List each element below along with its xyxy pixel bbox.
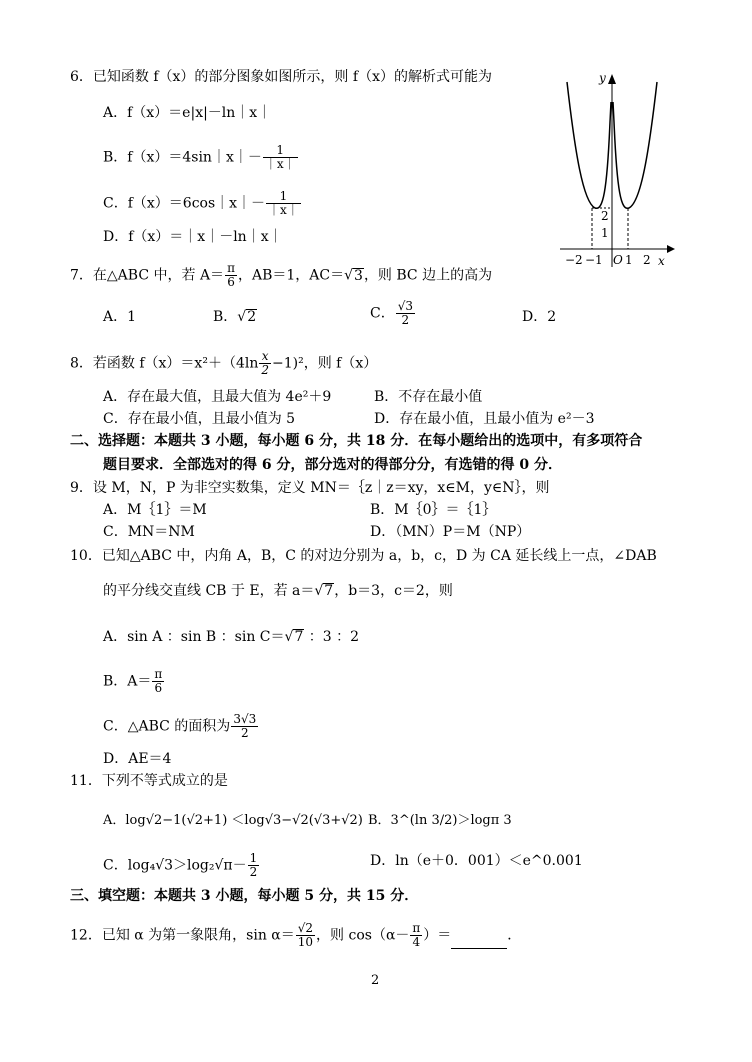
y-tick-1: 1 <box>601 226 609 240</box>
x-axis-label: x <box>658 254 665 268</box>
q10-stem-line1: 10．已知△ABC 中，内角 A，B，C 的对边分别为 a，b，c，D 为 CA 延长线上一点，∠DAB <box>70 548 657 564</box>
page-number: 2 <box>371 973 380 988</box>
q12-answer-blank[interactable] <box>451 934 507 949</box>
q8-stem: 8．若函数 f（x）＝x²＋（4ln $\frac{x}{2}$ −1)²，则 f（x） <box>70 349 378 377</box>
q10-stem-line2: 的平分线交直线 CB 于 E，若 a＝√7，b＝3，c＝2，则 <box>103 583 453 599</box>
q6-option-a: A．f（x）＝e|x|－ln｜x｜ <box>103 105 272 121</box>
q7-option-d: D．2 <box>522 309 557 325</box>
q11-option-b: B．3^(ln 3/2)＞logπ 3 <box>368 813 512 828</box>
y-axis-arrow <box>608 74 616 84</box>
q9-option-d: D．（MN）P＝M（NP） <box>370 524 531 540</box>
curve-left-branch <box>567 82 611 208</box>
x-tick-neg2: −2 <box>565 253 583 267</box>
q10-option-c: C．△ABC 的面积为 $\frac{3√3}{2}$ <box>103 712 257 740</box>
q8-option-d: D．存在最小值，且最小值为 e²－3 <box>374 411 595 427</box>
q7-option-b: B．√2 <box>213 309 257 325</box>
q12-stem: 12．已知 α 为第一象限角，sin α＝ $\frac{√2}{10}$ ，则 cos（α－ $\frac{\pi}{4}$ ）＝ ． <box>70 921 522 949</box>
q10-option-a: A．sin A ：sin B ：sin C＝√7 ：3 ：2 <box>103 629 360 645</box>
q8-option-b: B．不存在最小值 <box>374 389 483 405</box>
q9-option-a: A．M｛1｝＝M <box>103 502 207 518</box>
q10-option-d: D．AE＝4 <box>103 751 172 767</box>
q6-option-d: D．f（x）＝｜x｜－ln｜x｜ <box>103 229 283 245</box>
q7-option-a: A．1 <box>103 309 137 325</box>
x-tick-1: 1 <box>625 253 633 267</box>
q6-function-graph <box>555 62 685 277</box>
origin-label: O <box>613 253 623 267</box>
q6-option-b: B．f（x）＝4sin｜x｜－ $\frac{1}{|x|}$ <box>103 143 296 171</box>
q9-option-b: B．M｛0｝＝｛1｝ <box>370 502 497 518</box>
q6-stem: 6．已知函数 f（x）的部分图象如图所示，则 f（x）的解析式可能为 <box>70 69 492 85</box>
q7-stem: 7．在△ABC 中，若 A＝ $\frac{\pi}{6}$ ，AB＝1，AC＝√3，则 BC 边上的高为 <box>70 261 493 289</box>
q6-option-c: C．f（x）＝6cos｜x｜－ $\frac{1}{|x|}$ <box>103 189 299 217</box>
y-axis-label: y <box>599 71 606 85</box>
section-3-heading: 三、填空题：本题共 3 小题，每小题 5 分，共 15 分． <box>70 888 419 904</box>
section-2-heading: 二、选择题：本题共 3 小题，每小题 6 分，共 18 分．在每小题给出的选项中，有多项符合 <box>70 433 643 449</box>
x-tick-neg1: −1 <box>585 253 603 267</box>
q10-option-b: B．A＝ $\frac{\pi}{6}$ <box>103 667 163 695</box>
section-2-instructions: 题目要求．全部选对的得 6 分，部分选对的得部分分，有选错的得 0 分． <box>103 457 562 473</box>
q8-option-c: C．存在最小值，且最小值为 5 <box>103 411 296 427</box>
q11-option-d: D．ln（e＋0．001）＜e^0.001 <box>370 853 583 869</box>
q8-option-a: A．存在最大值，且最大值为 4e²＋9 <box>103 389 332 405</box>
q11-option-c: C．log₄√3＞log₂√π－ $\frac{1}{2}$ <box>103 851 258 879</box>
x-axis-arrow <box>667 245 675 253</box>
q9-stem: 9．设 M，N，P 为非空实数集，定义 MN＝｛z｜z＝xy，x∈M，y∈N｝，则 <box>70 480 550 496</box>
x-tick-2: 2 <box>643 253 651 267</box>
q11-option-a: A．log√2−1(√2+1) ＜log√3−√2(√3+√2) <box>103 813 363 828</box>
q9-option-c: C．MN＝NM <box>103 524 195 540</box>
curve-right-branch <box>613 82 657 208</box>
q7-option-c: C． $\frac{√3}{2}$ <box>370 299 413 327</box>
y-tick-2: 2 <box>601 209 609 223</box>
q11-stem: 11．下列不等式成立的是 <box>70 773 228 789</box>
